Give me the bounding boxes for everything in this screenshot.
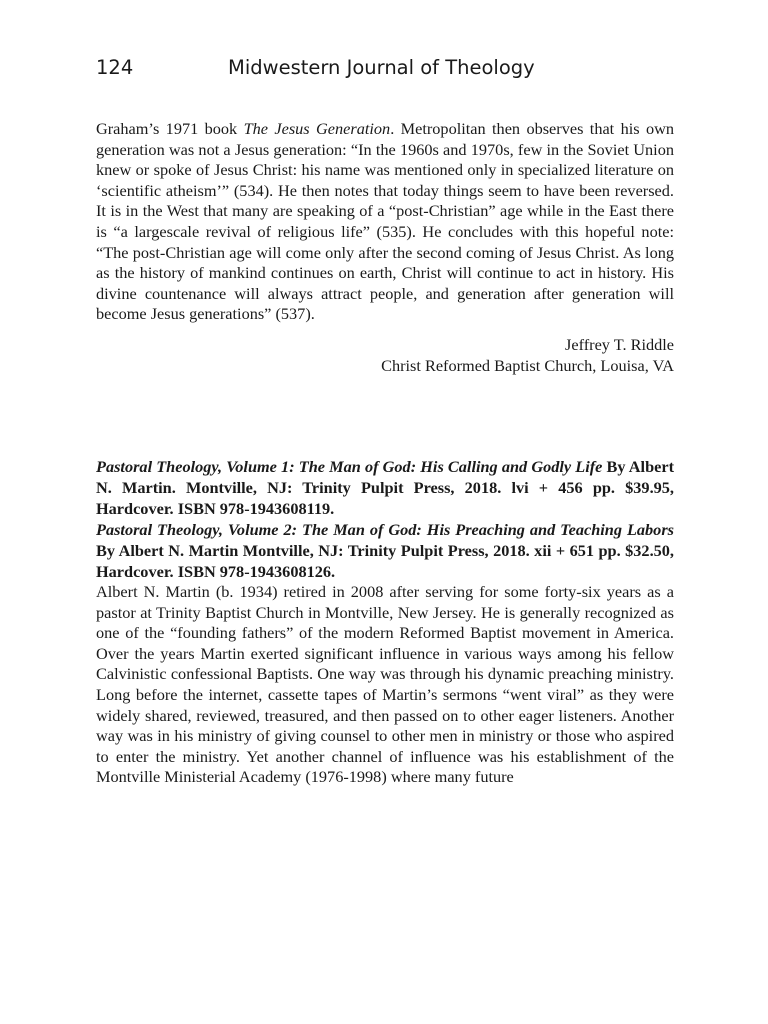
journal-page	[96, 56, 674, 788]
review-body-paragraph: Albert N. Martin (b. 1934) retired in 2008 after serving for some forty-six years as a pastor at Trinity Baptist Church in Montville, New Jersey. He is generally recognized as one of the “founding fathers” of the modern Reformed Baptist movement in America. Over the years Martin exerted significant influence in various ways among his fellow Calvinistic confessional Baptists. One way was through his dynamic preaching ministry. Long before the internet, cassette tapes of Martin’s sermons “went viral” as they were widely shared, reviewed, treasured, and then passed on to other eager listeners. Another way was in his ministry of giving counsel to other men in ministry or those who aspired to enter the ministry. Yet another channel of influence was his establishment of the Montville Ministerial Academy (1976-1998) where many future	[96, 581, 674, 787]
book-details: By Albert N. Martin Montville, NJ: Trinity Pulpit Press, 2018. xii + 651 pp. $32.50, Hardcover. ISBN 978-1943608126.	[96, 540, 674, 581]
book-citation-volume-1	[96, 456, 674, 519]
book-title-italic: The Jesus Generation	[243, 119, 391, 138]
review-paragraph-continued	[96, 119, 674, 325]
book-details: By Albert N. Martin. Montville, NJ: Trinity Pulpit Press, 2018. lvi + 456 pp. $39.95, Hardcover. ISBN 978-1943608119.	[96, 456, 674, 518]
review-heading	[96, 456, 674, 582]
running-header	[96, 56, 674, 82]
book-title: Pastoral Theology, Volume 1: The Man of God: His Calling and Godly Life	[96, 456, 603, 476]
page-number: 124	[96, 56, 134, 79]
text-run: . Metropolitan then observes that his own generation was not a Jesus generation: “In the 1960s and 1970s, few in the Soviet Union knew or spoke of Jesus Christ: his name was mentioned only in specialized literature on ‘scientific atheism’” (534). He then notes that today things seem to have been reversed. It is in the West that many are speaking of a “post-Christian” age while in the East there is “a largescale revival of religious life” (535). He concludes with this hopeful note: “The post-Christian age will come only after the second coming of Jesus Christ. As long as the history of mankind continues on earth, Christ will continue to act in history. His divine countenance will always attract people, and generation after generation will become Jesus generations” (537).	[96, 119, 675, 324]
book-title: Pastoral Theology, Volume 2: The Man of God: His Preaching and Teaching Labors	[96, 519, 674, 539]
reviewer-name: Jeffrey T. Riddle	[565, 334, 674, 354]
reviewer-affiliation: Christ Reformed Baptist Church, Louisa, VA	[381, 355, 674, 375]
text-run: Graham’s 1971 book	[96, 119, 244, 138]
journal-title: Midwestern Journal of Theology	[228, 56, 535, 79]
reviewer-signature	[96, 334, 674, 376]
book-citation-volume-2	[96, 519, 674, 582]
